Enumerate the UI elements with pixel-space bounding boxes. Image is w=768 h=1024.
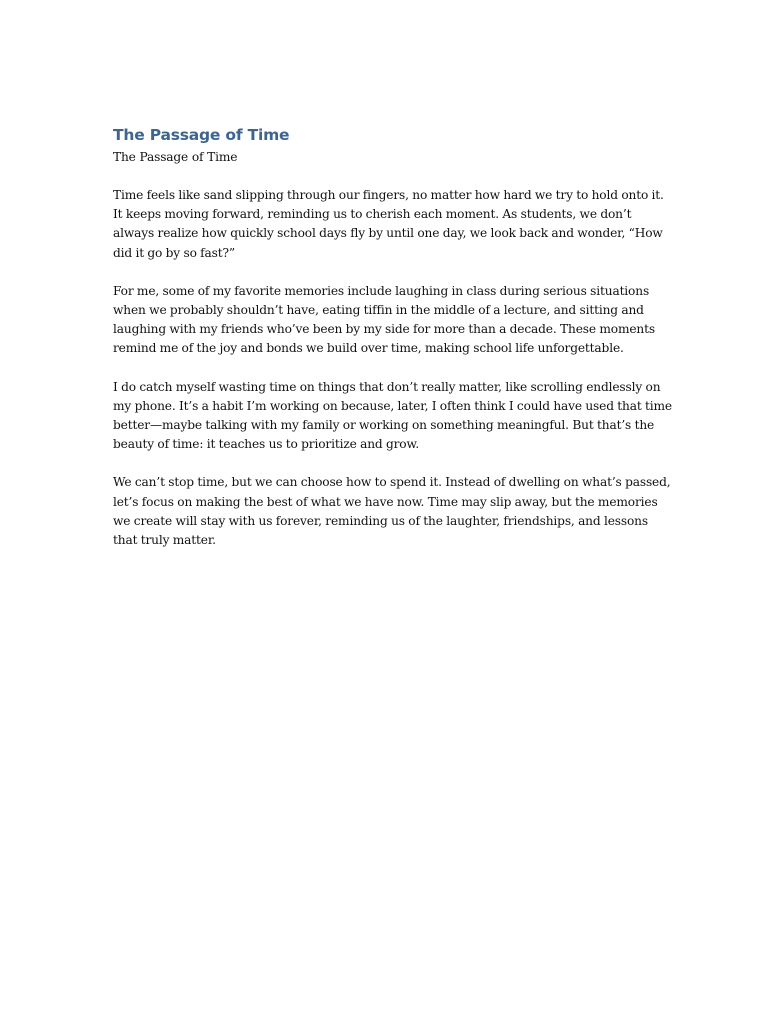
paragraph-4 (113, 473, 671, 550)
paragraph-1 (113, 186, 664, 263)
paragraph-2 (113, 282, 661, 359)
paragraph-line: Time feels like sand slipping through our fingers, no matter how hard we try to hold onto it. (113, 188, 664, 202)
paragraph-line: I do catch myself wasting time on things that don’t really matter, like scrolling endlessly on (113, 379, 661, 394)
paragraph-line: We can’t stop time, but we can choose how to spend it. Instead of dwelling on what’s passed, (113, 475, 671, 490)
paragraph-line: beauty of time: it teaches us to prioritize and grow. (113, 437, 420, 452)
paragraph-3 (113, 378, 672, 455)
paragraph-line: It keeps moving forward, reminding us to cherish each moment. As students, we don’t (113, 207, 632, 222)
paragraph-line: when we probably shouldn’t have, eating tiffin in the middle of a lecture, and sitting and (113, 303, 644, 318)
paragraph-line: For me, some of my favorite memories include laughing in class during serious situations (113, 283, 650, 298)
document-subtitle: The Passage of Time (113, 150, 238, 164)
paragraph-line: let’s focus on making the best of what we have now. Time may slip away, but the memories (113, 494, 658, 509)
paragraph-line: better—maybe talking with my family or working on something meaningful. But that’s the (113, 418, 655, 433)
document-heading: The Passage of Time (113, 126, 290, 144)
paragraph-line: my phone. It’s a habit I’m working on because, later, I often think I could have used that time (113, 398, 672, 413)
paragraph-line: remind me of the joy and bonds we build over time, making school life unforgettable. (113, 341, 624, 356)
paragraph-line: we create will stay with us forever, reminding us of the laughter, friendships, and lessons (113, 513, 648, 528)
paragraph-line: did it go by so fast?” (113, 245, 235, 260)
paragraph-line: always realize how quickly school days fly by until one day, we look back and wonder, “How (113, 226, 663, 241)
paragraph-line: that truly matter. (113, 533, 216, 548)
paragraph-line: laughing with my friends who’ve been by my side for more than a decade. These moments (113, 322, 655, 337)
document-body (113, 125, 672, 550)
